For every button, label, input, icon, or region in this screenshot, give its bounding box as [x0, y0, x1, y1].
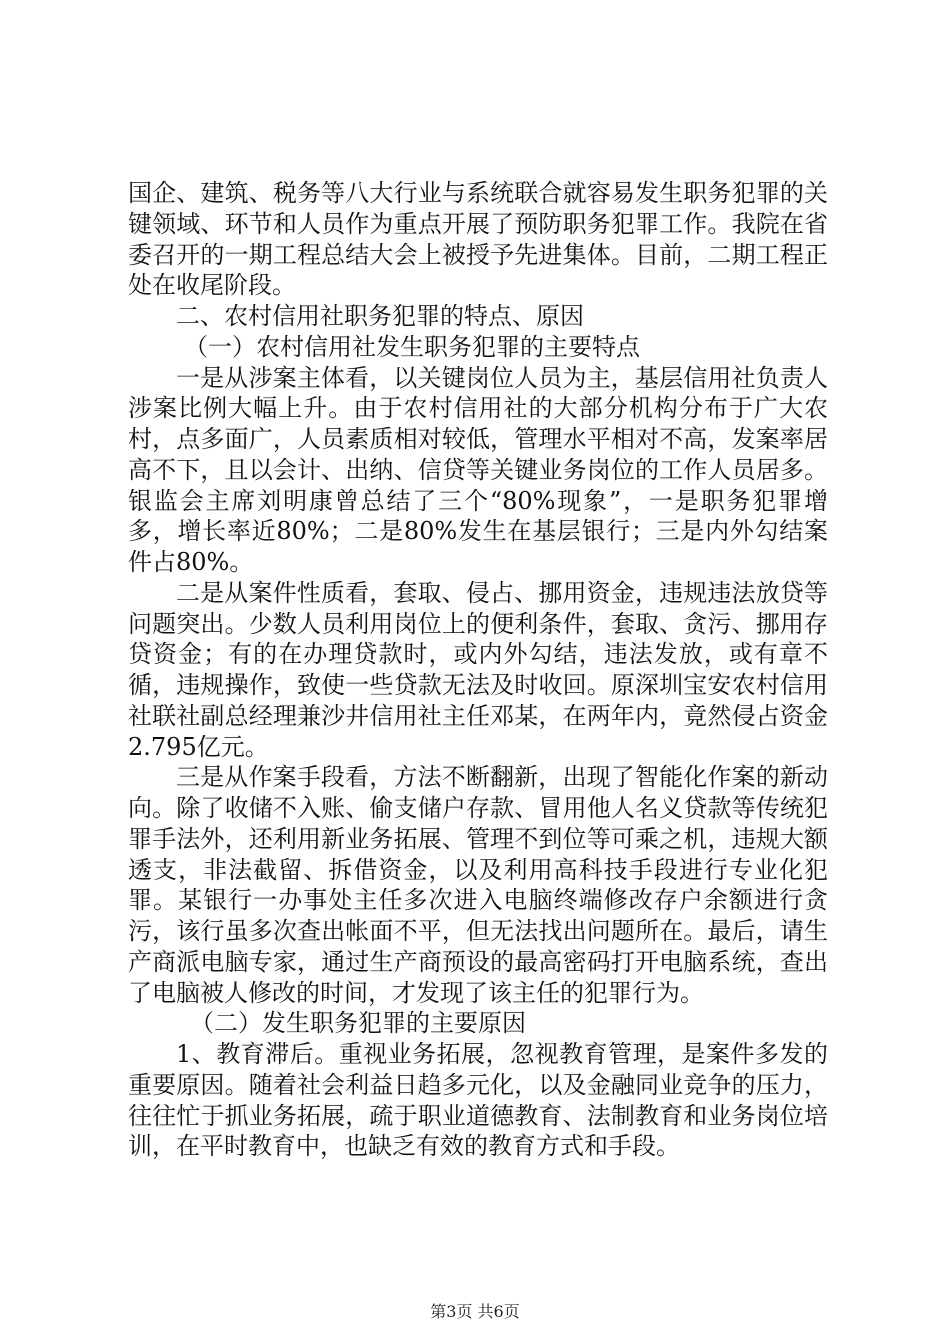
paragraph-feature-3: 三是从作案手段看，方法不断翻新，出现了智能化作案的新动向。除了收储不入账、偷支储户存款、冒用他人名义贷款等传统犯罪手法外，还利用新业务拓展、管理不到位等可乘之机，违规大额透支，非法截留、拆借资金，以及利用高科技手段进行专业化犯罪。某银行一办事处主任多次进入电脑终端修改存户余额进行贪污，该行虽多次查出帐面不平，但无法找出问题所在。最后，请生产商派电脑专家，通过生产商预设的最高密码打开电脑系统，查出了电脑被人修改的时间，才发现了该主任的犯罪行为。 [128, 763, 828, 1007]
paragraph-continuation: 国企、建筑、税务等八大行业与系统联合就容易发生职务犯罪的关键领域、环节和人员作为重点开展了预防职务犯罪工作。我院在省委召开的一期工程总结大会上被授予先进集体。目前，二期工程正处在收尾阶段。 [128, 179, 828, 300]
document-body [128, 178, 828, 1162]
page-footer: 第3页 共6页 [430, 1302, 520, 1321]
subsection-heading-2: （二）发生职务犯罪的主要原因 [190, 1009, 526, 1038]
paragraph-feature-1: 一是从涉案主体看，以关键岗位人员为主，基层信用社负责人涉案比例大幅上升。由于农村信用社的大部分机构分布于广大农村，点多面广，人员素质相对较低，管理水平相对不高，发案率居高不下，且以会计、出纳、信贷等关键业务岗位的工作人员居多。银监会主席刘明康曾总结了三个“80%现象”，一是职务犯罪增多，增长率近80%；二是80%发生在基层银行；三是内外勾结案件占80%。 [128, 363, 828, 576]
paragraph-cause-1: 1、教育滞后。重视业务拓展，忽视教育管理，是案件多发的重要原因。随着社会利益日趋多元化，以及金融同业竞争的压力，往往忙于抓业务拓展，疏于职业道德教育、法制教育和业务岗位培训，在平时教育中，也缺乏有效的教育方式和手段。 [128, 1040, 828, 1161]
subsection-heading-1: （一）农村信用社发生职务犯罪的主要特点 [184, 332, 640, 361]
paragraph-feature-2: 二是从案件性质看，套取、侵占、挪用资金，违规违法放贷等问题突出。少数人员利用岗位上的便利条件，套取、贪污、挪用存贷资金；有的在办理贷款时，或内外勾结，违法发放，或有章不循，违规操作，致使一些贷款无法及时收回。原深圳宝安农村信用社联社副总经理兼沙井信用社主任邓某，在两年内，竟然侵占资金2.795亿元。 [128, 578, 828, 761]
section-heading-2: 二、农村信用社职务犯罪的特点、原因 [176, 302, 584, 330]
